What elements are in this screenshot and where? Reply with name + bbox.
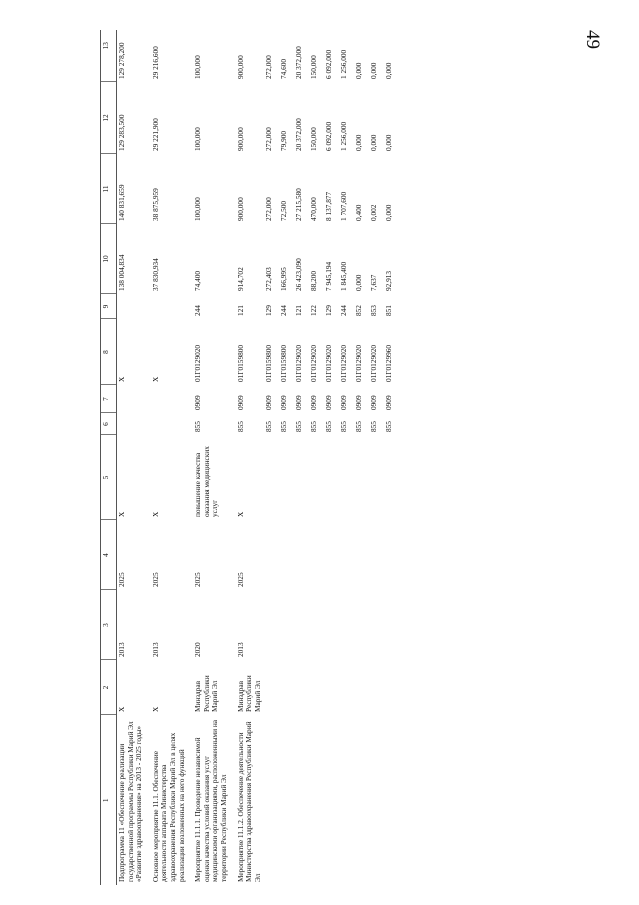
table-row — [151, 30, 187, 885]
table-cell — [339, 715, 354, 885]
table-cell: 0,000 — [353, 134, 363, 151]
table-cell: 851 — [383, 305, 393, 316]
table-cell — [309, 520, 324, 590]
table-cell: 244 — [278, 305, 288, 316]
table-row — [309, 30, 324, 885]
table-cell: 74,600 — [278, 58, 288, 79]
header-cell: 2 — [101, 660, 117, 715]
table-cell: 272,000 — [263, 197, 273, 221]
table-cell: 6 092,000 — [323, 49, 333, 79]
table-cell — [384, 435, 399, 520]
table-cell: 01Г0129020 — [353, 344, 363, 382]
table-cell: 855 — [308, 421, 318, 432]
table-cell: 166,995 — [278, 267, 288, 291]
table-cell: 129 278,200 — [117, 42, 126, 79]
table-cell: 855 — [323, 421, 333, 432]
table-cell — [279, 520, 294, 590]
table-cell: 0909 — [323, 395, 333, 410]
table-cell — [294, 590, 309, 660]
table-cell: X — [235, 511, 245, 517]
table-cell: 20 372,000 — [293, 118, 303, 151]
table-cell — [309, 435, 324, 520]
table-cell: 855 — [353, 421, 363, 432]
table-cell: 0909 — [193, 395, 203, 410]
header-cell: 13 — [101, 30, 117, 82]
table-cell: 855 — [338, 421, 348, 432]
table-cell: 150,000 — [308, 127, 318, 151]
table-row — [354, 30, 369, 885]
table-cell: 29 221,900 — [150, 118, 160, 151]
table-cell — [294, 435, 309, 520]
table-cell: 01Г0159800 — [263, 344, 273, 382]
table-cell: 20 372,000 — [293, 46, 303, 79]
table-cell: 0909 — [278, 395, 288, 410]
table-cell — [384, 520, 399, 590]
table-cell: 88,200 — [308, 270, 318, 291]
header-cell: 12 — [101, 82, 117, 154]
table-cell — [279, 435, 294, 520]
table-cell — [264, 590, 279, 660]
program-funding-table — [100, 30, 399, 885]
table-row — [294, 30, 309, 885]
table-cell: 7,637 — [368, 274, 378, 291]
table-cell: 0909 — [263, 395, 273, 410]
table-cell: 855 — [235, 421, 245, 432]
table-cell — [264, 660, 279, 715]
header-cell: 9 — [101, 294, 117, 319]
table-cell — [339, 435, 354, 520]
table-cell: 129 — [323, 305, 333, 316]
table-cell: 138 004,834 — [117, 254, 126, 291]
table-cell: 272,403 — [263, 267, 273, 291]
table-row — [339, 30, 354, 885]
table-cell: 01Г0129020 — [293, 344, 303, 382]
table-cell — [309, 715, 324, 885]
table-cell: 37 830,934 — [150, 258, 160, 291]
table-cell: 0909 — [235, 395, 245, 410]
table-cell — [324, 590, 339, 660]
table-cell: X — [117, 706, 126, 712]
table-cell — [279, 660, 294, 715]
header-row — [101, 30, 117, 885]
table-cell: 01Г0159800 — [278, 344, 288, 382]
table-cell — [309, 660, 324, 715]
table-cell: 129 283,500 — [117, 114, 126, 151]
table-cell — [294, 660, 309, 715]
header-cell: 8 — [101, 319, 117, 385]
table-cell: 01Г0129960 — [383, 344, 393, 382]
table-cell: 100,000 — [193, 55, 203, 79]
table-cell: 8 137,877 — [323, 191, 333, 221]
table-cell: 244 — [338, 305, 348, 316]
header-cell: 5 — [101, 435, 117, 520]
table-cell — [151, 413, 187, 435]
table-cell: 26 423,090 — [293, 258, 303, 291]
table-cell: 74,400 — [193, 270, 203, 291]
table-cell: 0,000 — [383, 62, 393, 79]
table-cell: Мероприятие 11.1.1. Проведение независимой оценки качества условий оказания услуг медицинскими организациями, расположенными на территории Республики Марий Эл — [193, 719, 229, 882]
table-cell: 2025 — [150, 572, 160, 587]
table-cell: 2013 — [235, 642, 245, 657]
rotated-table-container — [100, 30, 536, 885]
table-cell: 2025 — [193, 572, 203, 587]
table-cell: 0,400 — [353, 204, 363, 221]
table-cell: 0,002 — [368, 204, 378, 221]
table-cell — [339, 520, 354, 590]
table-cell: 2013 — [117, 642, 126, 657]
table-cell — [354, 660, 369, 715]
table-cell: 6 092,000 — [323, 121, 333, 151]
table-cell: 121 — [235, 305, 245, 316]
table-cell — [279, 715, 294, 885]
table-cell: 0909 — [293, 395, 303, 410]
table-cell: 272,000 — [263, 127, 273, 151]
table-cell — [294, 715, 309, 885]
table-cell: 01Г0129020 — [338, 344, 348, 382]
table-cell: 0,000 — [368, 62, 378, 79]
table-cell: 2025 — [117, 572, 126, 587]
table-cell: 272,000 — [263, 55, 273, 79]
table-cell — [354, 715, 369, 885]
table-area — [100, 30, 536, 885]
table-cell: 0,000 — [353, 274, 363, 291]
table-cell: 855 — [278, 421, 288, 432]
table-cell: Основное мероприятие 11.1. Обеспечение деятельности аппарата Министерства здравоохранения Республики Марий Эл в целях реализации возложенных на него функций — [150, 732, 186, 882]
table-cell: 0909 — [308, 395, 318, 410]
table-cell — [369, 715, 384, 885]
table-cell: X — [117, 376, 126, 382]
table-cell — [354, 520, 369, 590]
table-cell — [384, 660, 399, 715]
table-row — [384, 30, 399, 885]
table-cell — [309, 590, 324, 660]
table-cell — [324, 715, 339, 885]
table-cell: 121 — [293, 305, 303, 316]
table-cell: 150,000 — [308, 55, 318, 79]
table-cell — [151, 294, 187, 319]
table-cell: 855 — [293, 421, 303, 432]
table-cell — [117, 385, 145, 413]
table-row — [264, 30, 279, 885]
table-cell: Минздрав Республики Марий Эл — [193, 675, 220, 712]
table-cell: 853 — [368, 305, 378, 316]
table-cell: 2013 — [150, 642, 160, 657]
table-cell: 27 215,580 — [293, 188, 303, 221]
table-cell — [384, 715, 399, 885]
table-cell — [324, 660, 339, 715]
table-cell: Мероприятие 11.1.2. Обеспечение деятельности Министерства здравоохранения Республики Марий Эл — [235, 721, 262, 882]
table-cell: 0,000 — [383, 204, 393, 221]
table-cell: 0909 — [338, 395, 348, 410]
table-cell — [354, 435, 369, 520]
table-row — [193, 30, 229, 885]
table-cell: 0,000 — [383, 134, 393, 151]
table-cell: 29 216,600 — [150, 46, 160, 79]
table-cell — [324, 520, 339, 590]
table-cell: X — [150, 706, 160, 712]
table-row — [236, 30, 264, 885]
table-cell: X — [150, 376, 160, 382]
table-cell: 79,900 — [278, 130, 288, 151]
table-row — [279, 30, 294, 885]
table-cell: X — [117, 511, 126, 517]
table-cell: 900,000 — [235, 197, 245, 221]
table-cell: 0909 — [383, 395, 393, 410]
header-cell: 1 — [101, 715, 117, 885]
table-cell — [339, 660, 354, 715]
table-cell: 7 945,194 — [323, 261, 333, 291]
table-cell: 0909 — [368, 395, 378, 410]
table-cell: повышение качества оказания медицинских услуг — [193, 446, 220, 517]
table-cell: 01Г0129020 — [193, 344, 203, 382]
header-cell: 6 — [101, 413, 117, 435]
table-cell: 900,000 — [235, 55, 245, 79]
table-cell: 855 — [263, 421, 273, 432]
table-cell: 01Г0129020 — [368, 344, 378, 382]
table-cell — [117, 294, 145, 319]
header-cell: 10 — [101, 224, 117, 294]
table-row — [324, 30, 339, 885]
table-cell: 1 256,000 — [338, 121, 348, 151]
table-cell: 855 — [383, 421, 393, 432]
table-cell: 2020 — [193, 642, 203, 657]
table-cell — [354, 590, 369, 660]
table-cell — [294, 520, 309, 590]
header-cell: 4 — [101, 520, 117, 590]
table-cell: X — [150, 511, 160, 517]
header-cell: 7 — [101, 385, 117, 413]
table-cell — [279, 590, 294, 660]
table-cell — [369, 520, 384, 590]
header-cell: 11 — [101, 154, 117, 224]
table-cell — [324, 435, 339, 520]
table-cell: 470,000 — [308, 197, 318, 221]
table-row — [369, 30, 384, 885]
table-cell — [264, 715, 279, 885]
table-cell: 244 — [193, 305, 203, 316]
table-cell: 1 256,000 — [338, 49, 348, 79]
table-cell: 1 845,400 — [338, 261, 348, 291]
table-row — [117, 30, 145, 885]
header-cell: 3 — [101, 590, 117, 660]
table-cell: 100,000 — [193, 127, 203, 151]
table-cell — [339, 590, 354, 660]
table-cell — [264, 435, 279, 520]
table-cell: 1 707,600 — [338, 191, 348, 221]
table-cell: 129 — [263, 305, 273, 316]
table-cell: 914,702 — [235, 267, 245, 291]
table-cell: 140 831,659 — [117, 184, 126, 221]
table-cell: 900,000 — [235, 127, 245, 151]
table-cell — [151, 385, 187, 413]
table-cell: 0,000 — [368, 134, 378, 151]
table-cell: 855 — [193, 421, 203, 432]
table-cell — [369, 435, 384, 520]
table-cell: 0909 — [353, 395, 363, 410]
table-cell: 855 — [368, 421, 378, 432]
table-cell — [264, 520, 279, 590]
table-cell: 852 — [353, 305, 363, 316]
table-cell: 72,500 — [278, 200, 288, 221]
table-cell: 100,000 — [193, 197, 203, 221]
page-number: 49 — [582, 30, 603, 49]
table-cell: 122 — [308, 305, 318, 316]
table-cell — [117, 413, 145, 435]
table-cell: 01Г0159800 — [235, 344, 245, 382]
table-cell: Подпрограмма 11 «Обеспечение реализации государственной программы Республики Марий Эл «Развитие здравоохранения» на 2013 - 2025 годы» — [117, 721, 144, 882]
table-cell: 01Г0129020 — [308, 344, 318, 382]
table-cell: 01Г0129020 — [323, 344, 333, 382]
table-cell — [369, 590, 384, 660]
table-cell — [384, 590, 399, 660]
table-cell: 2025 — [235, 572, 245, 587]
table-cell: 0,000 — [353, 62, 363, 79]
table-cell — [369, 660, 384, 715]
table-cell: Минздрав Республики Марий Эл — [235, 675, 262, 712]
table-cell: 38 875,959 — [150, 188, 160, 221]
table-body — [117, 30, 399, 885]
table-cell: 92,913 — [383, 270, 393, 291]
